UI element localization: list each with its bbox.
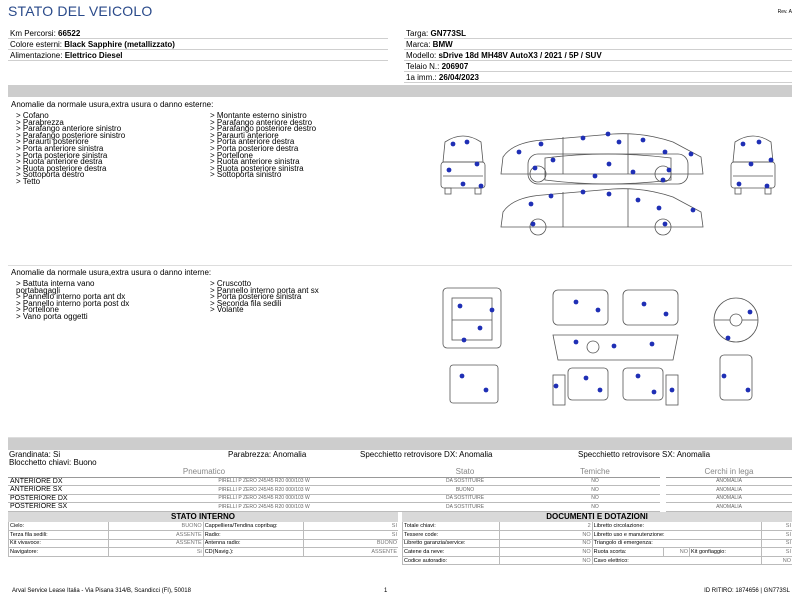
document-value: SI (761, 522, 792, 531)
tyre-state: DA SOSTITUIRE (400, 494, 530, 503)
internal-state-label: Cielo: (9, 522, 109, 531)
tyre-state: DA SOSTITUIRE (400, 477, 530, 486)
tyre-position: POSTERIORE SX (8, 503, 128, 512)
internal-state-value: ASSENTE (108, 531, 203, 540)
damage-marker (661, 178, 666, 183)
damage-marker (664, 312, 669, 317)
document-label: Libretto circolazione: (592, 522, 761, 531)
vehicle-info-left (8, 28, 388, 61)
external-damage-item: > Tetto (16, 176, 41, 186)
internal-state-label: Radio: (203, 531, 303, 540)
damage-marker (584, 376, 589, 381)
internal-damage-item: > Porta posteriore sinistra (210, 292, 302, 302)
document-value: 2 (500, 522, 592, 531)
external-damage-item: > Parafango anteriore sinistro (16, 124, 122, 134)
damage-marker (490, 308, 495, 313)
external-damage-item: > Parafango posteriore destro (210, 124, 317, 134)
damage-marker (533, 166, 538, 171)
external-damage-item: > Ruota posteriore destra (16, 163, 107, 173)
damage-marker (461, 182, 466, 187)
document-row (403, 548, 793, 557)
document-value: NO (500, 531, 592, 540)
document-value: SI (761, 531, 792, 540)
damage-marker (737, 182, 742, 187)
damage-marker (667, 168, 672, 173)
damage-marker (748, 310, 753, 315)
tyre-rim: ANOMALIA (666, 494, 792, 503)
tyre-state: BUONO (400, 486, 530, 495)
external-damage-item: > Ruota anteriore sinistra (210, 157, 300, 167)
internal-damage-item: > Battuta interna vano (16, 279, 95, 288)
damage-marker (691, 208, 696, 213)
document-label: Cavo elettrico: (592, 556, 761, 565)
document-value: NO (664, 548, 690, 557)
damage-marker (650, 342, 655, 347)
tyre-thermal: NO (530, 494, 660, 503)
damage-marker (475, 162, 480, 167)
damage-marker (607, 192, 612, 197)
damage-marker (531, 222, 536, 227)
document-row (403, 531, 793, 540)
mirror-dx-status: Specchietto retrovisore DX: Anomalia (360, 450, 493, 459)
document-value: NO (500, 539, 592, 548)
damage-marker (769, 158, 774, 163)
internal-state-value: BUONO (303, 539, 398, 548)
internal-damage-item: > Volante (210, 305, 244, 315)
external-damage-heading: Anomalie da normale usura,extra usura o danno esterne: (11, 100, 214, 109)
internal-damage-item: > Pannello interno porta ant dx (16, 292, 126, 302)
damage-marker (574, 300, 579, 305)
damage-marker (451, 142, 456, 147)
damage-marker (749, 162, 754, 167)
key-block-status: Blocchetto chiavi: Buono (9, 458, 97, 467)
document-label: Codice autoradio: (403, 556, 500, 565)
section-divider (8, 85, 792, 97)
internal-state-value: SI (303, 531, 398, 540)
damage-marker (642, 302, 647, 307)
tyre-position: POSTERIORE DX (8, 494, 128, 503)
internal-damage-panel (8, 266, 792, 438)
tyre-model: PIRELLI P ZERO 245/45 R20 000/103 W (128, 477, 400, 486)
external-damage-item: > Paraurti posteriore (16, 137, 89, 147)
damage-marker (551, 158, 556, 163)
internal-damage-heading: Anomalie da normale usura,extra usura o danno interne: (11, 268, 212, 277)
footer-id: ID RITIRO: 1874656 | GN773SL (704, 588, 790, 594)
document-row (403, 522, 793, 531)
damage-marker (741, 142, 746, 147)
tyre-thermal: NO (530, 477, 660, 486)
internal-car-diagram (438, 280, 778, 410)
tyre-thermal: NO (530, 503, 660, 512)
external-damage-panel (8, 98, 792, 266)
external-damage-item: > Porta anteriore destra (210, 137, 295, 147)
tyre-thermal: NO (530, 486, 660, 495)
damage-marker (460, 374, 465, 379)
internal-damage-item: > Portellone (16, 305, 59, 315)
internal-damage-item: portabagagli (16, 285, 61, 295)
info-row-km: Km Percorsi: 66522 (8, 28, 388, 39)
external-damage-list-2 (210, 113, 316, 179)
internal-state-value: ASSENTE (303, 548, 398, 557)
damage-marker (596, 308, 601, 313)
tyre-state: DA SOSTITUIRE (400, 503, 530, 512)
thermal-header: Temiche (530, 467, 660, 477)
damage-marker (554, 384, 559, 389)
info-row-color: Colore esterni: Black Sapphire (metallizzato) (8, 39, 388, 50)
document-label: Catene da neve: (403, 548, 500, 557)
external-damage-item: > Sottoporta destro (16, 170, 85, 180)
rims-header: Cerchi in lega (666, 467, 792, 477)
damage-marker (462, 338, 467, 343)
document-label: Libretto uso e manutenzione: (592, 531, 761, 540)
damage-marker (465, 140, 470, 145)
external-damage-item: > Sottoporta sinistro (210, 170, 282, 180)
internal-damage-item: > Vano porta oggetti (16, 311, 88, 321)
footer-address: Arval Service Lease Italia - Via Pisana 314/B, Scandicci (FI), 50018 (12, 588, 191, 594)
damage-marker (689, 152, 694, 157)
footer-page: 1 (384, 588, 388, 594)
damage-marker (722, 374, 727, 379)
internal-state-label: Cappelliera/Tendina copribag: (203, 522, 303, 531)
damage-marker (617, 140, 622, 145)
tyre-row (8, 486, 792, 495)
internal-state-label: CD(Navig.): (203, 548, 303, 557)
tyre-model: PIRELLI P ZERO 245/45 R20 000/103 W (128, 494, 400, 503)
document-value: NO (500, 556, 592, 565)
document-label: Tessere code: (403, 531, 500, 540)
internal-state-value: SI (303, 522, 398, 531)
external-damage-list-1 (16, 113, 125, 186)
internal-damage-item: > Seconda fila sedili (210, 298, 282, 308)
external-damage-item: > Porta posteriore sinistra (16, 150, 108, 160)
damage-marker (663, 150, 668, 155)
internal-damage-list-2 (210, 281, 319, 314)
external-damage-item: > Paraurti anteriore (210, 130, 279, 140)
external-car-diagram (433, 112, 783, 238)
tyre-model: PIRELLI P ZERO 245/45 R20 000/103 W (128, 486, 400, 495)
internal-damage-list-1 (16, 281, 129, 321)
external-damage-item: > Parafango anteriore destro (210, 117, 313, 127)
tyres-table (8, 467, 792, 512)
internal-state-row (9, 531, 399, 540)
internal-damage-item: > Cruscotto (210, 279, 252, 288)
damage-marker (641, 138, 646, 143)
internal-state-row (9, 539, 399, 548)
damage-marker (657, 206, 662, 211)
damage-marker (581, 136, 586, 141)
external-damage-item: > Porta anteriore sinistra (16, 143, 104, 153)
hail-status: Grandinata: Si (9, 450, 61, 459)
document-label: Kit gonfiaggio: (690, 548, 762, 557)
document-label: Triangolo di emergenza: (592, 539, 761, 548)
damage-marker (479, 184, 484, 189)
revision-label: Rev. A (777, 9, 792, 15)
tyre-rim: ANOMALIA (666, 503, 792, 512)
document-row (403, 539, 793, 548)
info-row-fuel: Alimentazione: Elettrico Diesel (8, 50, 388, 61)
document-value: SI (761, 548, 792, 557)
damage-marker (607, 162, 612, 167)
internal-damage-markers (438, 280, 778, 410)
info-row-registration: 1a imm.: 26/04/2023 (404, 72, 792, 83)
damage-marker (606, 132, 611, 137)
external-damage-item: > Portellone (210, 150, 253, 160)
document-value: SI (761, 539, 792, 548)
section-divider-2 (8, 438, 792, 450)
damage-marker (746, 388, 751, 393)
damage-marker (631, 170, 636, 175)
damage-marker (726, 336, 731, 341)
document-value: NO (761, 556, 792, 565)
tyre-rim: ANOMALIA (666, 477, 792, 486)
tyre-position: ANTERIORE DX (8, 477, 128, 486)
damage-marker (670, 388, 675, 393)
damage-marker (458, 304, 463, 309)
damage-marker (757, 140, 762, 145)
internal-state-row (9, 548, 399, 557)
damage-marker (663, 222, 668, 227)
external-damage-item: > Ruota posteriore sinistra (210, 163, 304, 173)
info-row-plate: Targa: GN773SL (404, 28, 792, 39)
info-row-model: Modello: sDrive 18d MH48V AutoX3 / 2021 / 5P / SUV (404, 50, 792, 61)
damage-marker (478, 326, 483, 331)
external-damage-item: > Ruota anteriore destra (16, 157, 103, 167)
tyre-header: Pneumatico (8, 467, 400, 477)
internal-state-label: Terza fila sedili: (9, 531, 109, 540)
damage-marker (593, 174, 598, 179)
external-damage-item: > Parafango posteriore sinistro (16, 130, 126, 140)
documents-title: DOCUMENTI E DOTAZIONI (402, 512, 792, 522)
windshield-status: Parabrezza: Anomalia (228, 450, 307, 459)
internal-state-title: STATO INTERNO (8, 512, 398, 522)
info-row-chassis: Telaio N.: 206907 (404, 61, 792, 72)
external-damage-markers (433, 112, 783, 238)
document-label: Libretto garanzia/service: (403, 539, 500, 548)
internal-state-label: Antenna radio: (203, 539, 303, 548)
damage-marker (652, 390, 657, 395)
external-damage-item: > Cofano (16, 111, 49, 120)
damage-marker (636, 198, 641, 203)
damage-marker (549, 194, 554, 199)
documents-table (402, 522, 792, 565)
external-damage-item: > Montante esterno sinistro (210, 111, 307, 120)
document-label: Totale chiavi: (403, 522, 500, 531)
damage-marker (598, 388, 603, 393)
damage-marker (447, 168, 452, 173)
internal-state-value: ASSENTE (108, 539, 203, 548)
internal-damage-item: > Pannello interno porta post dx (16, 298, 130, 308)
tyre-row (8, 503, 792, 512)
internal-state-value: BUONO (108, 522, 203, 531)
damage-marker (612, 344, 617, 349)
damage-marker (539, 142, 544, 147)
external-damage-item: > Porta posteriore destra (210, 143, 299, 153)
internal-damage-item: > Pannello interno porta ant sx (210, 285, 319, 295)
tyre-position: ANTERIORE SX (8, 486, 128, 495)
external-damage-item: > Parabrezza (16, 117, 64, 127)
tyre-row (8, 494, 792, 503)
vehicle-info-right (404, 28, 792, 83)
internal-state-table (8, 522, 398, 557)
damage-marker (484, 388, 489, 393)
tyre-model: PIRELLI P ZERO 245/45 R20 000/103 W (128, 503, 400, 512)
page-title: STATO DEL VEICOLO (8, 3, 153, 19)
internal-state-label: Navigatore: (9, 548, 109, 557)
damage-marker (529, 202, 534, 207)
info-row-brand: Marca: BMW (404, 39, 792, 50)
damage-marker (636, 374, 641, 379)
damage-marker (581, 190, 586, 195)
document-value: NO (500, 548, 592, 557)
document-label: Ruota scorta: (592, 548, 664, 557)
mirror-sx-status: Specchietto retrovisore SX: Anomalia (578, 450, 711, 459)
state-header: Stato (400, 467, 530, 477)
damage-marker (517, 150, 522, 155)
document-row (403, 556, 793, 565)
internal-state-row (9, 522, 399, 531)
tyre-row (8, 477, 792, 486)
damage-marker (574, 340, 579, 345)
internal-state-label: Kit vivavoce: (9, 539, 109, 548)
tyre-rim: ANOMALIA (666, 486, 792, 495)
damage-marker (765, 184, 770, 189)
internal-state-value: Si (108, 548, 203, 557)
